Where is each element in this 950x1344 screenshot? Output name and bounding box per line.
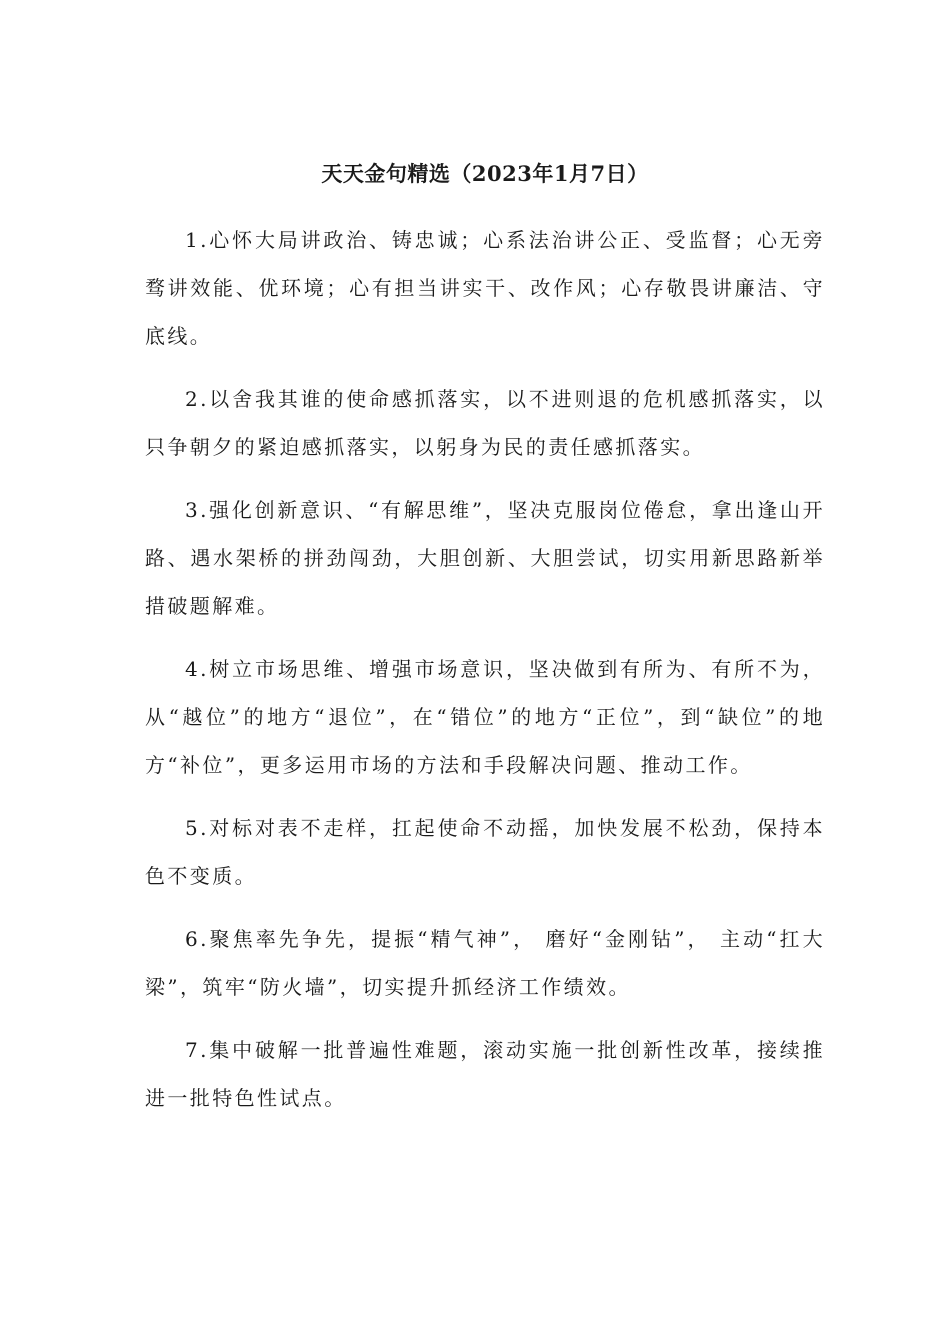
paragraph-7: 7.集中破解一批普遍性难题，滚动实施一批创新性改革，接续推进一批特色性试点。 bbox=[145, 1038, 825, 1110]
paragraph-5: 5.对标对表不走样，扛起使命不动摇，加快发展不松劲，保持本色不变质。 bbox=[145, 816, 825, 888]
paragraph-3: 3.强化创新意识、“有解思维”，坚决克服岗位倦怠，拿出逢山开路、遇水架桥的拼劲闯劲，大胆创新、大胆尝试，切实用新思路新举措破题解难。 bbox=[145, 498, 825, 618]
document-title: 天天金句精选（2023年1月7日） bbox=[321, 161, 649, 186]
document-body bbox=[145, 152, 825, 1137]
paragraph-2: 2.以舍我其谁的使命感抓落实，以不进则退的危机感抓落实，以只争朝夕的紧迫感抓落实，以躬身为民的责任感抓落实。 bbox=[145, 387, 825, 459]
paragraph-6: 6.聚焦率先争先，提振“精气神”， 磨好“金刚钻”， 主动“扛大梁”，筑牢“防火墙”，切实提升抓经济工作绩效。 bbox=[145, 927, 825, 999]
paragraph-1: 1.心怀大局讲政治、铸忠诚；心系法治讲公正、受监督；心无旁骛讲效能、优环境；心有担当讲实干、改作风；心存敬畏讲廉洁、守底线。 bbox=[145, 228, 825, 348]
paragraph-4: 4.树立市场思维、增强市场意识，坚决做到有所为、有所不为，从“越位”的地方“退位”，在“错位”的地方“正位”，到“缺位”的地方“补位”，更多运用市场的方法和手段解决问题、推动工作。 bbox=[145, 657, 825, 777]
